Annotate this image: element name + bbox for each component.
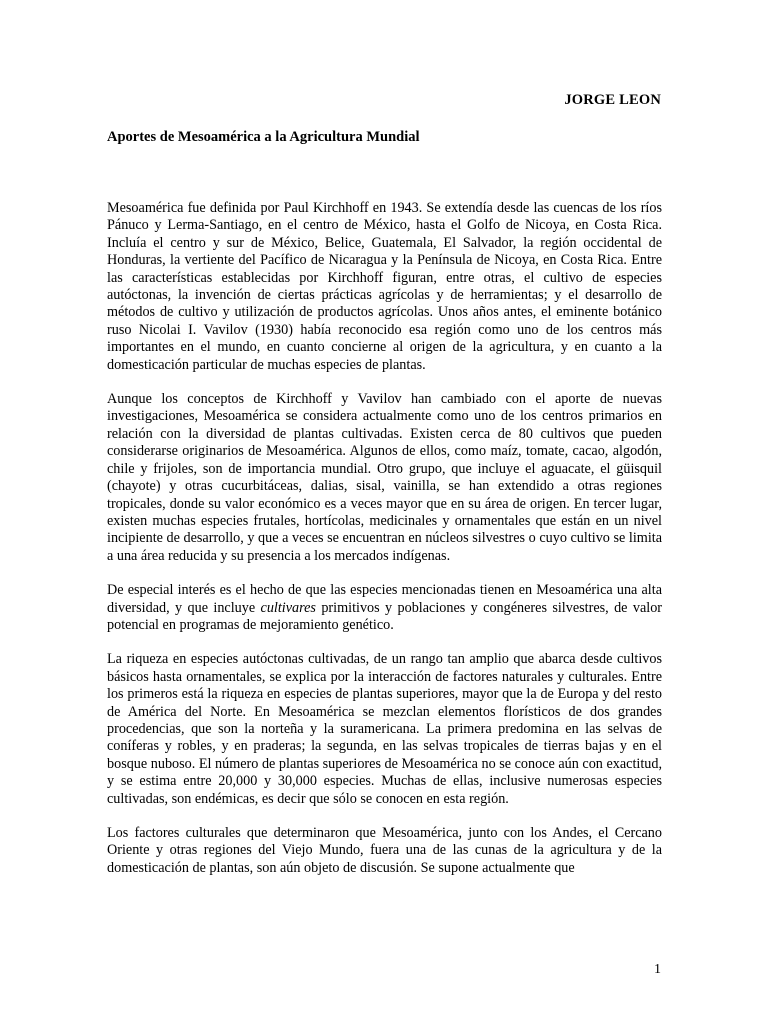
author-name: JORGE LEON: [564, 92, 661, 108]
paragraph-1: Mesoamérica fue definida por Paul Kirchhoff en 1943. Se extendía desde las cuencas de los ríos Pánuco y Lerma-Santiago, en el centro de México, hasta el Golfo de Nicoya, en Costa Rica. Incluía el centro y sur de México, Belice, Guatemala, El Salvador, la región occidental de Honduras, la vertiente del Pacífico de Nicaragua y la Península de Nicoya, en Costa Rica. Entre las características establecidas por Kirchhoff figuran, entre otras, el cultivo de especies autóctonas, la invención de ciertas prácticas agrícolas y de herramientas; y el desarrollo de métodos de cultivo y utilización de productos agrícolas. Unos años antes, el eminente botánico ruso Nicolai I. Vavilov (1930) había reconocido esa región como uno de los centros más importantes en el mundo, en cuanto concierne al origen de la agricultura, y en cuanto a la domesticación particular de muchas especies de plantas.: [107, 200, 662, 373]
paragraph-3-italic-term: cultivares: [260, 599, 316, 616]
body-text: [107, 200, 662, 894]
paragraph-4: La riqueza en especies autóctonas cultivadas, de un rango tan amplio que abarca desde cultivos básicos hasta ornamentales, se explica por la interacción de factores naturales y culturales. Entre los primeros está la riqueza en especies de plantas superiores, mayor que la de Europa y del resto de América del Norte. En Mesoamérica se mezclan elementos florísticos de dos grandes procedencias, que son la norteña y la suramericana. La primera predomina en las selvas de coníferas y robles, y en praderas; la segunda, en las selvas tropicales de tierras bajas y en el bosque nuboso. El número de plantas superiores de Mesoamérica no se conoce aún con exactitud, y se estima entre 20,000 y 30,000 especies. Muchas de ellas, inclusive numerosas especies cultivadas, son endémicas, es decir que sólo se conocen en esta región.: [107, 651, 662, 807]
page-number: 1: [654, 962, 661, 977]
paragraph-3-text-before: De especial interés es el hecho de que las especies mencionadas tienen en Mesoamérica una alta diversidad, y que incluye: [107, 582, 662, 616]
document-title: Aportes de Mesoamérica a la Agricultura Mundial: [107, 129, 420, 145]
paragraph-3: [107, 582, 662, 634]
paragraph-2: Aunque los conceptos de Kirchhoff y Vavilov han cambiado con el aporte de nuevas investigaciones, Mesoamérica se considera actualmente como uno de los centros primarios en relación con la diversidad de plantas cultivadas. Existen cerca de 80 cultivos que pueden considerarse originarios de Mesoamérica. Algunos de ellos, como maíz, tomate, cacao, algodón, chile y frijoles, son de importancia mundial. Otro grupo, que incluye el aguacate, el güisquil (chayote) y otras cucurbitáceas, dalias, sisal, vainilla, se han extendido a otras regiones tropicales, donde su valor económico es a veces mayor que en su área de origen. En tercer lugar, existen muchas especies frutales, hortícolas, medicinales y ornamentales que están en un nivel incipiente de desarrollo, y que a veces se encuentran en núcleos silvestres o cuyo cultivo se limita a una área reducida y su presencia a los mercados indígenas.: [107, 391, 662, 564]
paragraph-3-text-after: primitivos y poblaciones y congéneres silvestres, de valor potencial en programas de mejoramiento genético.: [107, 599, 663, 633]
paragraph-5: Los factores culturales que determinaron que Mesoamérica, junto con los Andes, el Cercano Oriente y otras regiones del Viejo Mundo, fuera una de las cunas de la agricultura y de la domesticación de plantas, son aún objeto de discusión. Se supone actualmente que: [107, 825, 662, 876]
